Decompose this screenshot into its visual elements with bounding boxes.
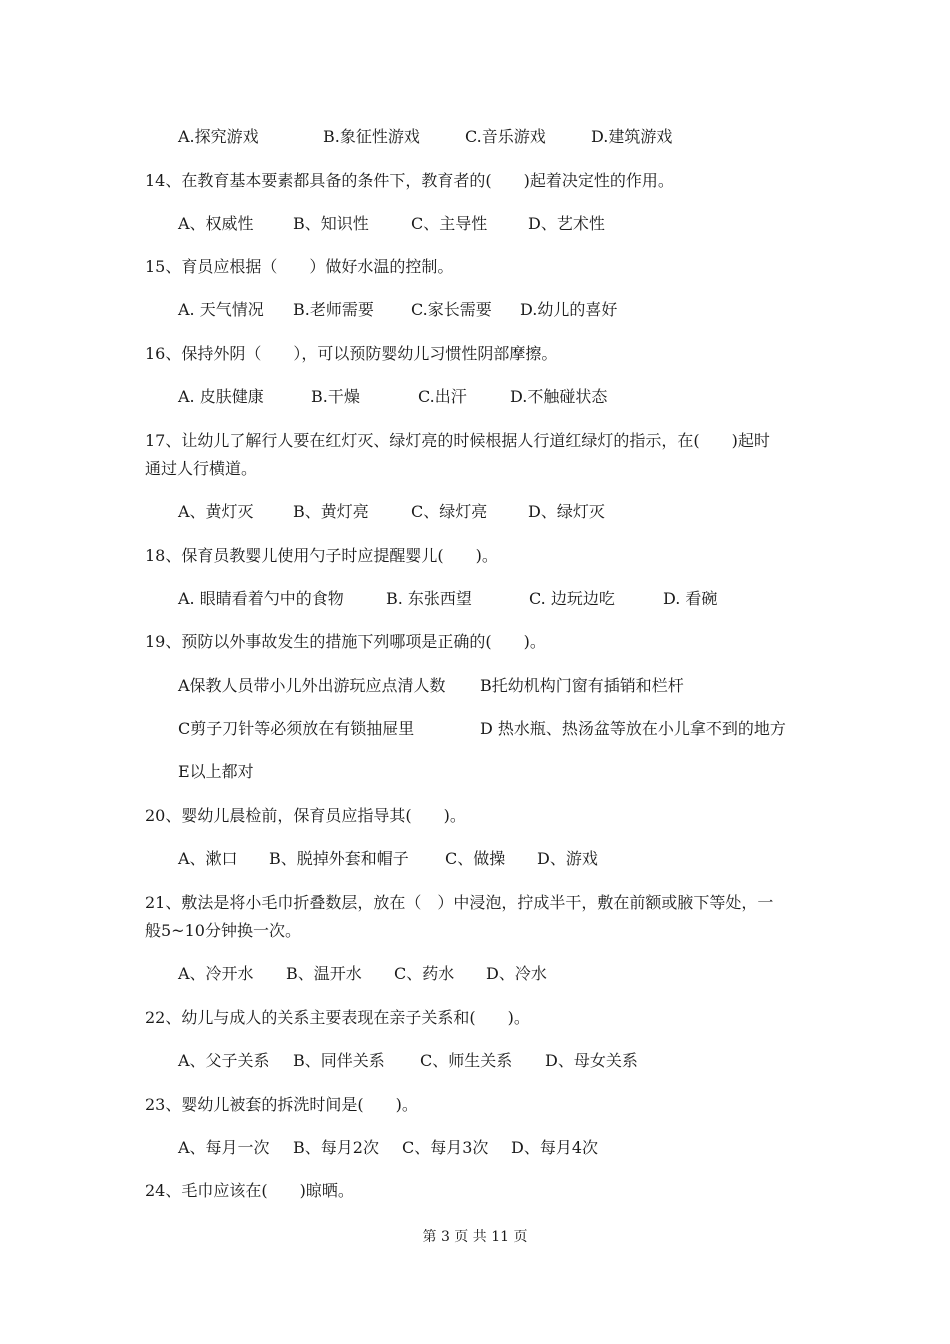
q19-option-b: B托幼机构门窗有插销和栏杆 (480, 676, 684, 695)
q22-option-b: B、同伴关系 (293, 1051, 385, 1070)
q13-option-c: C.音乐游戏 (465, 127, 546, 146)
q21-question-line1: 21、敷法是将小毛巾折叠数层，放在（ ）中浸泡，拧成半干，敷在前额或腋下等处，一 (145, 893, 774, 912)
q23-option-b: B、每月2次 (293, 1138, 379, 1157)
q14-option-a: A、权威性 (178, 214, 254, 233)
q23-question: 23、婴幼儿被套的拆洗时间是( )。 (145, 1095, 418, 1114)
q16-option-a: A. 皮肤健康 (178, 387, 264, 406)
q23-option-a: A、每月一次 (178, 1138, 270, 1157)
q22-option-d: D、母女关系 (545, 1051, 638, 1070)
q20-question: 20、婴幼儿晨检前，保育员应指导其( )。 (145, 806, 466, 825)
q18-option-c: C. 边玩边吃 (529, 589, 615, 608)
q24-question: 24、毛巾应该在( )晾晒。 (145, 1181, 354, 1200)
q18-option-d: D. 看碗 (663, 589, 718, 608)
q19-option-d: D 热水瓶、热汤盆等放在小儿拿不到的地方 (480, 719, 786, 738)
q18-option-a: A. 眼睛看着勺中的食物 (178, 589, 344, 608)
q21-option-d: D、冷水 (486, 964, 547, 983)
q15-question: 15、育员应根据（ ）做好水温的控制。 (145, 257, 454, 276)
q17-option-d: D、绿灯灭 (528, 502, 605, 521)
q17-option-b: B、黄灯亮 (293, 502, 369, 521)
q23-option-d: D、每月4次 (511, 1138, 599, 1157)
q13-option-a: A.探究游戏 (178, 127, 259, 146)
q21-option-a: A、冷开水 (178, 964, 254, 983)
q22-question: 22、幼儿与成人的关系主要表现在亲子关系和( )。 (145, 1008, 530, 1027)
q19-question: 19、预防以外事故发生的措施下列哪项是正确的( )。 (145, 632, 546, 651)
q21-option-c: C、药水 (394, 964, 455, 983)
q20-option-b: B、脱掉外套和帽子 (269, 849, 409, 868)
q21-question-line2: 般5~10分钟换一次。 (145, 921, 301, 940)
q22-option-a: A、父子关系 (178, 1051, 270, 1070)
q17-option-a: A、黄灯灭 (178, 502, 254, 521)
q18-option-b: B. 东张西望 (386, 589, 472, 608)
q21-option-b: B、温开水 (286, 964, 362, 983)
q16-question: 16、保持外阴（ ），可以预防婴幼儿习惯性阴部摩擦。 (145, 344, 558, 363)
q15-option-b: B.老师需要 (293, 300, 374, 319)
q22-option-c: C、师生关系 (420, 1051, 513, 1070)
q14-option-c: C、主导性 (411, 214, 488, 233)
q14-option-b: B、知识性 (293, 214, 369, 233)
q16-option-b: B.干燥 (311, 387, 360, 406)
q14-question: 14、在教育基本要素都具备的条件下，教育者的( )起着决定性的作用。 (145, 171, 674, 190)
q16-option-c: C.出汗 (418, 387, 467, 406)
q19-option-c: C剪子刀针等必须放在有锁抽屉里 (178, 719, 415, 738)
q23-option-c: C、每月3次 (402, 1138, 489, 1157)
q13-option-b: B.象征性游戏 (323, 127, 420, 146)
q19-option-e: E以上都对 (178, 762, 254, 781)
q17-question-line2: 通过人行横道。 (145, 459, 258, 478)
q15-option-a: A. 天气情况 (178, 300, 264, 319)
q19-option-a: A保教人员带小儿外出游玩应点清人数 (178, 676, 446, 695)
page-number-footer: 第 3 页 共 11 页 (422, 1229, 528, 1245)
q15-option-c: C.家长需要 (411, 300, 492, 319)
q18-question: 18、保育员教婴儿使用勺子时应提醒婴儿( )。 (145, 546, 498, 565)
q17-question-line1: 17、让幼儿了解行人要在红灯灭、绿灯亮的时候根据人行道红绿灯的指示，在( )起时 (145, 431, 770, 450)
q20-option-c: C、做操 (445, 849, 506, 868)
q20-option-a: A、漱口 (178, 849, 238, 868)
q13-option-d: D.建筑游戏 (591, 127, 673, 146)
q15-option-d: D.幼儿的喜好 (520, 300, 618, 319)
q14-option-d: D、艺术性 (528, 214, 605, 233)
q20-option-d: D、游戏 (537, 849, 598, 868)
q16-option-d: D.不触碰状态 (510, 387, 608, 406)
q17-option-c: C、绿灯亮 (411, 502, 488, 521)
